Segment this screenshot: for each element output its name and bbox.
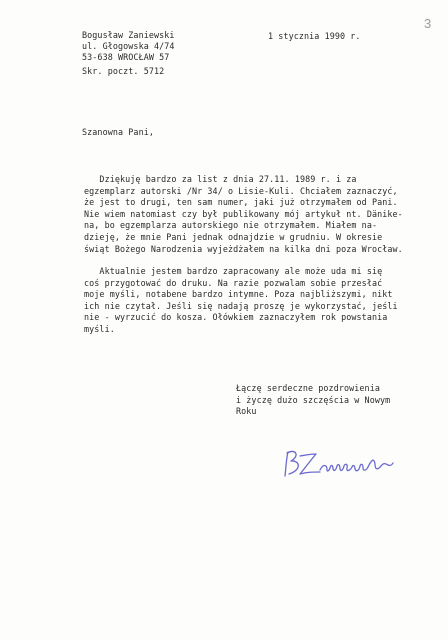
sender-address: [82, 30, 175, 77]
paragraph-line: że jest to drugi, ten sam numer, jaki już otrzymałem od Pani.: [84, 197, 398, 208]
signature-scribble: [280, 444, 396, 484]
paragraph-line: Nie wiem natomiast czy był publikowany mój artykuł nt. Dänike-: [84, 208, 403, 219]
paragraph-line: moje myśli, notabene bardzo intymne. Poza najbliższymi, nikt: [84, 289, 393, 300]
sender-name: Bogusław Zaniewski: [82, 30, 175, 40]
closing-line: i życzę dużo szczęścia w Nowym: [236, 394, 391, 405]
paragraph-line: ich nie czytał. Jeśli się nadają proszę je wykorzystać, jeśli: [84, 300, 398, 311]
paragraph-line: świąt Bożego Narodzenia wyjeżdżałem na kilka dni poza Wrocław.: [84, 243, 403, 254]
paragraph-line: Aktualnie jestem bardzo zapracowany ale może uda mi się: [84, 266, 383, 276]
paragraph-line: egzemplarz autorski /Nr 34/ o Lisie-Kuli. Chciałem zaznaczyć,: [84, 185, 398, 196]
paragraph-line: myśli.: [84, 323, 115, 334]
paragraph-line: nie - wyrzucić do kosza. Ołówkiem zaznaczyłem rok powstania: [84, 312, 388, 323]
handwritten-signature: [280, 444, 396, 484]
paragraph-line: na, bo egzemplarza autorskiego nie otrzymałem. Miałem na-: [84, 220, 378, 231]
paragraph-1: [84, 174, 403, 255]
letter-date: 1 stycznia 1990 r.: [268, 31, 361, 41]
sender-city: 53-638 WROCŁAW 57: [82, 52, 170, 62]
sender-po-box: Skr. poczt. 5712: [82, 66, 165, 76]
paragraph-line: dzieję, że mnie Pani jednak odnajdzie w grudniu. W okresie: [84, 231, 383, 242]
closing-line: Łączę serdeczne pozdrowienia: [236, 383, 380, 393]
closing-block: [236, 383, 390, 418]
sender-street: ul. Głogowska 4/74: [82, 41, 175, 51]
page-number: 3: [424, 16, 432, 31]
closing-line: Roku: [236, 406, 257, 417]
paragraph-line: Dziękuję bardzo za list z dnia 27.11. 1989 r. i za: [84, 174, 357, 184]
greeting: Szanowna Pani,: [82, 127, 154, 137]
paragraph-line: coś przygotować do druku. Na razie pozwalam sobie przesłać: [84, 277, 383, 288]
paragraph-2: [84, 266, 398, 336]
